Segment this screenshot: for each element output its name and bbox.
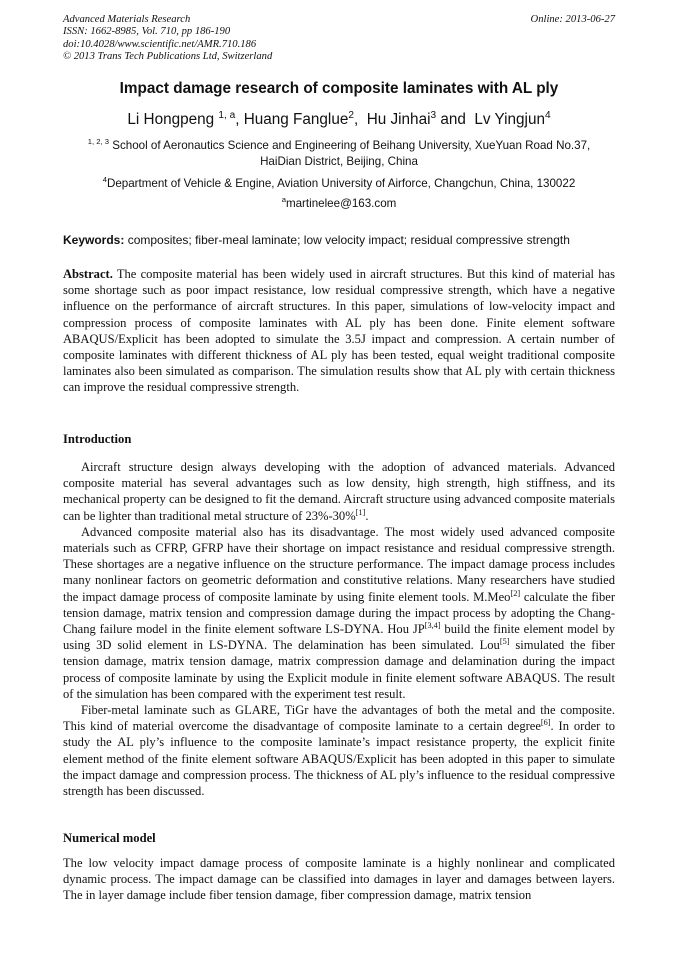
affiliation-text: School of Aeronautics Science and Engineering of Beihang University, XueYuan Road No.37, xyxy=(112,139,591,152)
journal-name: Advanced Materials Research xyxy=(63,14,191,25)
citation[interactable]: [1] xyxy=(355,507,366,517)
paragraph-text: . xyxy=(365,508,369,523)
keywords-text: composites; fiber-meal laminate; low velocity impact; residual compressive strength xyxy=(127,233,570,247)
numerical-model-body: The low velocity impact damage process of composite laminate is a highly nonlinear and complicated dynamic process. The impact damage can be classified into damages in layer and damages between layers. The in layer damage include fiber tension damage, fiber compression damage, matrix tension xyxy=(63,856,615,903)
citation[interactable]: [3,4] xyxy=(424,620,441,630)
affiliation-mark: 4 xyxy=(102,175,107,185)
affiliation-1 xyxy=(63,138,615,170)
journal-doi[interactable]: doi:10.4028/www.scientific.net/AMR.710.186 xyxy=(63,38,257,50)
online-date: Online: 2013-06-27 xyxy=(530,14,615,25)
keywords-label: Keywords: xyxy=(63,233,125,247)
citation[interactable]: [5] xyxy=(499,637,510,647)
author-name: Hu Jinhai xyxy=(366,111,431,128)
paragraph-text: Aircraft structure design always developing with the adoption of advanced materials. Advanced composite material has several advantages such as low density, high strength, high stiffness, and its mechanical property can be designed to fit the demand. Aircraft structure using advanced composite materials can be lighter than traditional metal structure of 23%-30% xyxy=(63,460,615,523)
citation[interactable]: [6] xyxy=(540,718,551,728)
affiliation-text: HaiDian District, Beijing, China xyxy=(260,155,418,168)
author-affiliation-mark: 4 xyxy=(544,109,551,121)
paragraph xyxy=(63,524,615,702)
introduction-body xyxy=(63,459,615,799)
abstract xyxy=(63,266,615,396)
paragraph-text: . In order to study the AL ply’s influence to the composite laminate’s impact resistance property, the explicit finite element method of the finite element software ABAQUS/Explicit has been adopted in this paper to simulate the impact damage and compression process. The thickness of AL ply’s influence to the residual compressive strength has been discussed. xyxy=(63,719,615,799)
author-affiliation-mark: 3 xyxy=(430,109,437,121)
paragraph-text: calculate the fiber tension damage, matrix tension and compression damage during the impact process by adopting the Chang-Chang failure model in the finite element software LS-DYNA. Hou JP xyxy=(63,589,616,637)
paragraph-text: Fiber-metal laminate such as GLARE, TiGr have the advantages of both the metal and the composite. This kind of material overcome the disadvantage of composite laminate to a certain degree xyxy=(63,703,615,734)
citation[interactable]: [2] xyxy=(510,588,521,598)
paragraph-text: simulated the fiber tension damage, matrix tension damage, matrix compression damage and delamination during the impact process of composite laminate by using the Explicit module in finite element software ABAQUS. The result of the simulation has been compared with the experiment test result. xyxy=(63,638,615,701)
affiliation-2 xyxy=(63,176,615,192)
paragraph-text: Advanced composite material also has its disadvantage. The most widely used advanced composite materials such as CFRP, GFRP have their shortage on impact resistance and residual compressive strength. These shortages are a negative influence on the structure performance. The impact damage process includes many nonlinear factors on geometric deformation and constitutive relations. Many researchers have studied the impact damage process of composite laminate by using finite element tools. M.Meo xyxy=(63,524,615,604)
abstract-label: Abstract. xyxy=(63,267,113,281)
paper-title: Impact damage research of composite laminates with AL ply xyxy=(119,80,559,97)
journal-header xyxy=(63,14,615,63)
email-mark: a xyxy=(281,195,286,205)
section-heading-numerical-model: Numerical model xyxy=(63,831,156,845)
author-conjunction: and xyxy=(440,111,466,128)
paragraph xyxy=(63,459,615,524)
abstract-text: The composite material has been widely used in aircraft structures. But this kind of material has some shortage such as poor impact resistance, low residual compressive strength, which have a negative influence on the performance of aircraft structures. In this paper, simulations of low-velocity impact and compression process of composite laminates with AL ply has been done. Finite element software ABAQUS/Explicit has been adopted to simulate the 3.5J impact and compression. A certain number of composite laminates with different thickness of AL ply has been tested, equal weight traditional composite laminates also been simulated as comparison. The simulation results show that AL ply with certain thickness can improve the residual compressive strength. xyxy=(63,267,615,395)
section-heading-introduction: Introduction xyxy=(63,432,132,446)
email-address[interactable]: martinelee@163.com xyxy=(285,197,397,210)
journal-copyright: © 2013 Trans Tech Publications Ltd, Switzerland xyxy=(63,50,273,62)
author-email xyxy=(63,196,615,212)
keywords xyxy=(63,233,615,247)
journal-issn: ISSN: 1662-8985, Vol. 710, pp 186-190 xyxy=(63,26,231,38)
affiliation-mark: 1, 2, 3 xyxy=(87,137,109,147)
author-affiliation-mark: 1, a xyxy=(218,109,236,121)
author-name: Li Hongpeng xyxy=(127,111,215,128)
paragraph-text: build the finite element model by using 3D solid element in LS-DYNA. The delamination has been simulated. Lou xyxy=(63,622,616,653)
affiliation-text: Department of Vehicle & Engine, Aviation University of Airforce, Changchun, China, 130022 xyxy=(106,177,576,190)
author-name: Huang Fanglue xyxy=(243,111,349,128)
author-list: Li Hongpeng $^{1, a}$, Huang Fanglue$^2$, Hu Jinhai$^3$ and Lv Yingjun$^4$ xyxy=(127,109,551,128)
paragraph xyxy=(63,702,615,799)
author-name: Lv Yingjun xyxy=(474,111,545,128)
author-affiliation-mark: 2 xyxy=(348,109,354,121)
